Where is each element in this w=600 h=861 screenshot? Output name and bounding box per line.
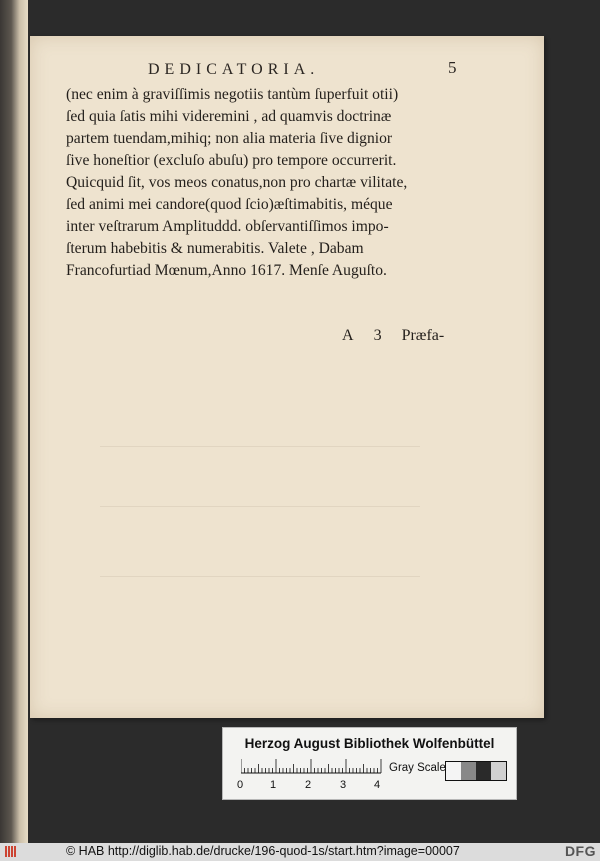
book-page: [30, 36, 544, 718]
text-line: ſed quia ſatis mihi videremini , ad quamvis doctrinæ: [66, 108, 392, 125]
gray-patch: [491, 762, 506, 780]
text-line: inter veſtrarum Amplituddd. obſervantiſſimos impo-: [66, 218, 389, 235]
signature-mark: A: [342, 327, 354, 344]
ruler-label: 3: [340, 779, 347, 791]
footer-bar: [0, 843, 600, 861]
copyright-url[interactable]: © HAB http://diglib.hab.de/drucke/196-quod-1s/start.htm?image=00007: [66, 844, 460, 858]
signature-catchword: [342, 327, 460, 345]
text-line: Quicquid ſit, vos meos conatus,non pro chartæ vilitate,: [66, 174, 408, 191]
scale-ruler: [241, 758, 391, 774]
ruler-label: 1: [270, 779, 277, 791]
signature-number: 3: [373, 327, 382, 344]
body-text: [66, 84, 466, 282]
text-line: ſterum habebitis & numerabitis. Valete , Dabam: [66, 240, 364, 257]
bleed-through-line: [100, 506, 420, 507]
text-line: Francofurtiad Mœnum,Anno 1617. Menſe Auguſto.: [66, 262, 387, 279]
catchword: Præfa-: [401, 327, 445, 344]
gray-patch: [446, 762, 461, 780]
page-number: 5: [448, 58, 457, 77]
text-line: ſive honeſtior (excluſo abuſu) pro tempore occurrerit.: [66, 152, 397, 169]
gray-scale-patches: [445, 761, 507, 781]
ruler-label: 4: [374, 779, 381, 791]
gray-patch: [476, 762, 491, 780]
ruler-label: 2: [305, 779, 312, 791]
library-name: Herzog August Bibliothek Wolfenbüttel: [244, 736, 495, 751]
text-line: (nec enim à graviſſimis negotiis tantùm ſuperfuit otii): [66, 86, 399, 103]
text-line: partem tuendam,mihiq; non alia materia ſive dignior: [66, 130, 393, 147]
gray-patch: [461, 762, 476, 780]
color-calibration-card: [222, 727, 517, 800]
adjacent-page-edge: [0, 0, 28, 843]
bleed-through-line: [100, 446, 420, 447]
running-head: DEDICATORIA.: [148, 61, 320, 78]
hab-logo-icon: [5, 846, 17, 857]
dfg-logo: DFG: [564, 843, 596, 859]
text-line: ſed animi mei candore(quod ſcio)æſtimabitis, méque: [66, 196, 393, 213]
gray-scale-label: Gray Scale: [389, 762, 446, 774]
bleed-through-line: [100, 576, 420, 577]
ruler-label: 0: [237, 779, 244, 791]
